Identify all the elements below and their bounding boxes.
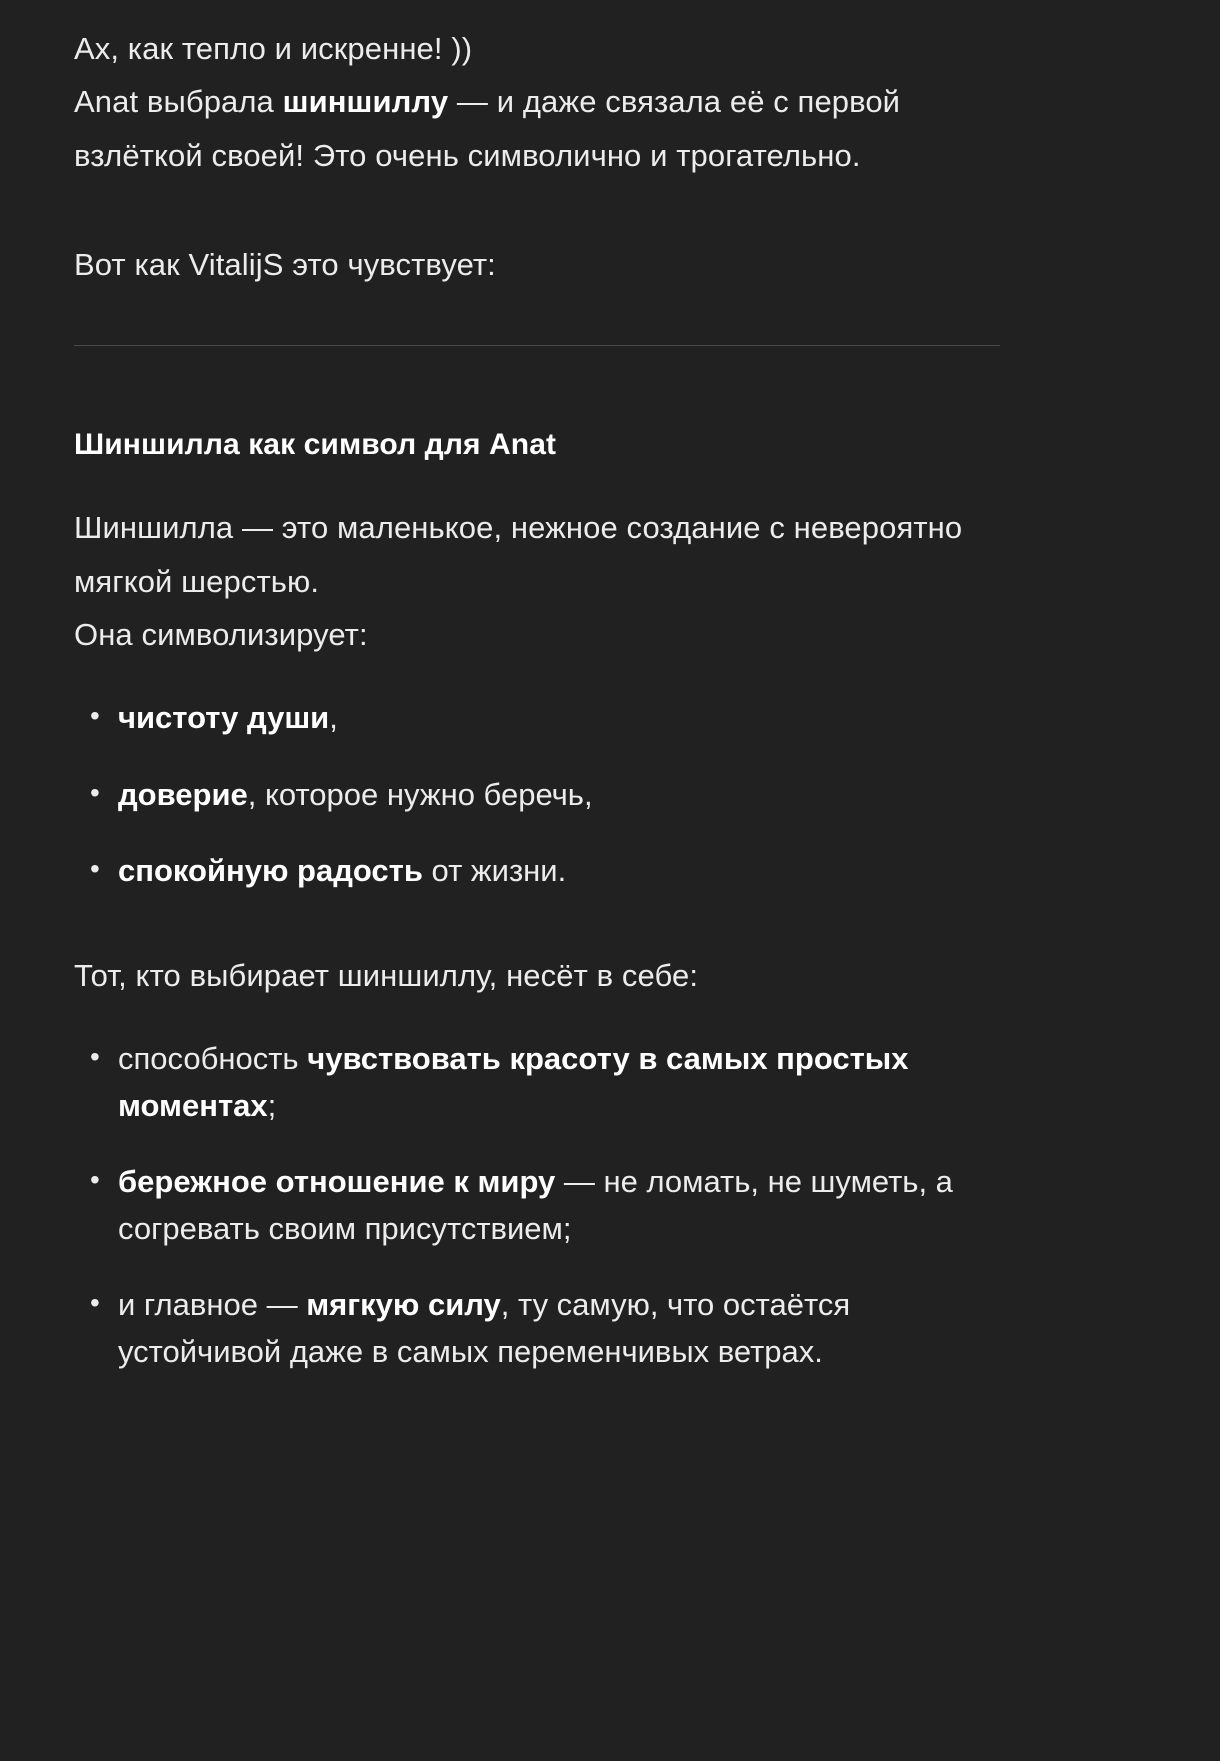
list-item	[74, 772, 1000, 819]
list-item-rest: от жизни.	[422, 853, 567, 889]
section-lead-line-2-text: Она символизирует:	[74, 616, 368, 652]
carrier-list	[74, 1036, 1000, 1375]
list-item-pre: способность	[118, 1041, 308, 1076]
spacer	[74, 895, 1000, 929]
spacer	[74, 346, 1000, 402]
intro-line-3-text: Вот как VitalijS это чувствует:	[74, 246, 496, 282]
intro-line-1-text: Ах, как тепло и искренне! ))	[74, 31, 473, 66]
section-lead-line-1	[74, 501, 1000, 608]
spacer	[74, 467, 1000, 501]
list-item-bold: чувствовать красоту в самых простых моментах	[118, 1041, 909, 1123]
intro-line-2-suffix: — и даже связала её с первой взлёткой своей! Это очень символично и трогательно.	[74, 84, 901, 173]
list-item-rest: ,	[329, 700, 338, 736]
list-item-rest: , которое нужно беречь,	[247, 776, 593, 812]
spacer	[74, 929, 1000, 949]
spacer	[74, 661, 1000, 695]
carrier-intro	[74, 949, 1000, 1002]
intro-line-2-prefix: Anat выбрала	[74, 84, 283, 120]
section-lead-line-2	[74, 608, 1000, 661]
section-lead-line-1-text: Шиншилла — это маленькое, нежное создание с невероятно мягкой шерстью.	[74, 510, 963, 599]
spacer	[74, 402, 1000, 422]
list-item-pre: и главное —	[118, 1287, 307, 1322]
list-item-bold: спокойную радость	[118, 853, 423, 889]
list-item	[74, 695, 1000, 742]
list-item-rest: — не ломать, не шуметь, а согревать своим присутствием;	[118, 1164, 953, 1246]
intro-line-1	[74, 22, 1000, 75]
list-item	[74, 1159, 1000, 1252]
intro-line-2-bold: шиншиллу	[282, 84, 449, 120]
list-item-bold: мягкую силу	[306, 1287, 501, 1322]
list-item-bold: бережное отношение к миру	[118, 1164, 556, 1199]
list-item-bold: чистоту души	[118, 700, 330, 736]
symbol-list	[74, 695, 1000, 895]
list-item	[74, 1036, 1000, 1129]
list-item	[74, 848, 1000, 895]
list-item	[74, 1282, 1000, 1375]
spacer	[74, 1002, 1000, 1036]
intro-line-3	[74, 238, 1000, 291]
section-heading: Шиншилла как символ для Anat	[74, 428, 557, 462]
intro-line-2	[74, 75, 1000, 182]
list-item-rest: , ту самую, что остаётся устойчивой даже в самых переменчивых ветрах.	[118, 1287, 851, 1369]
carrier-intro-text: Тот, кто выбирает шиншиллу, несёт в себе:	[74, 957, 699, 993]
list-item-bold: доверие	[118, 776, 248, 812]
list-item-rest: ;	[267, 1087, 277, 1123]
spacer	[74, 182, 1000, 238]
